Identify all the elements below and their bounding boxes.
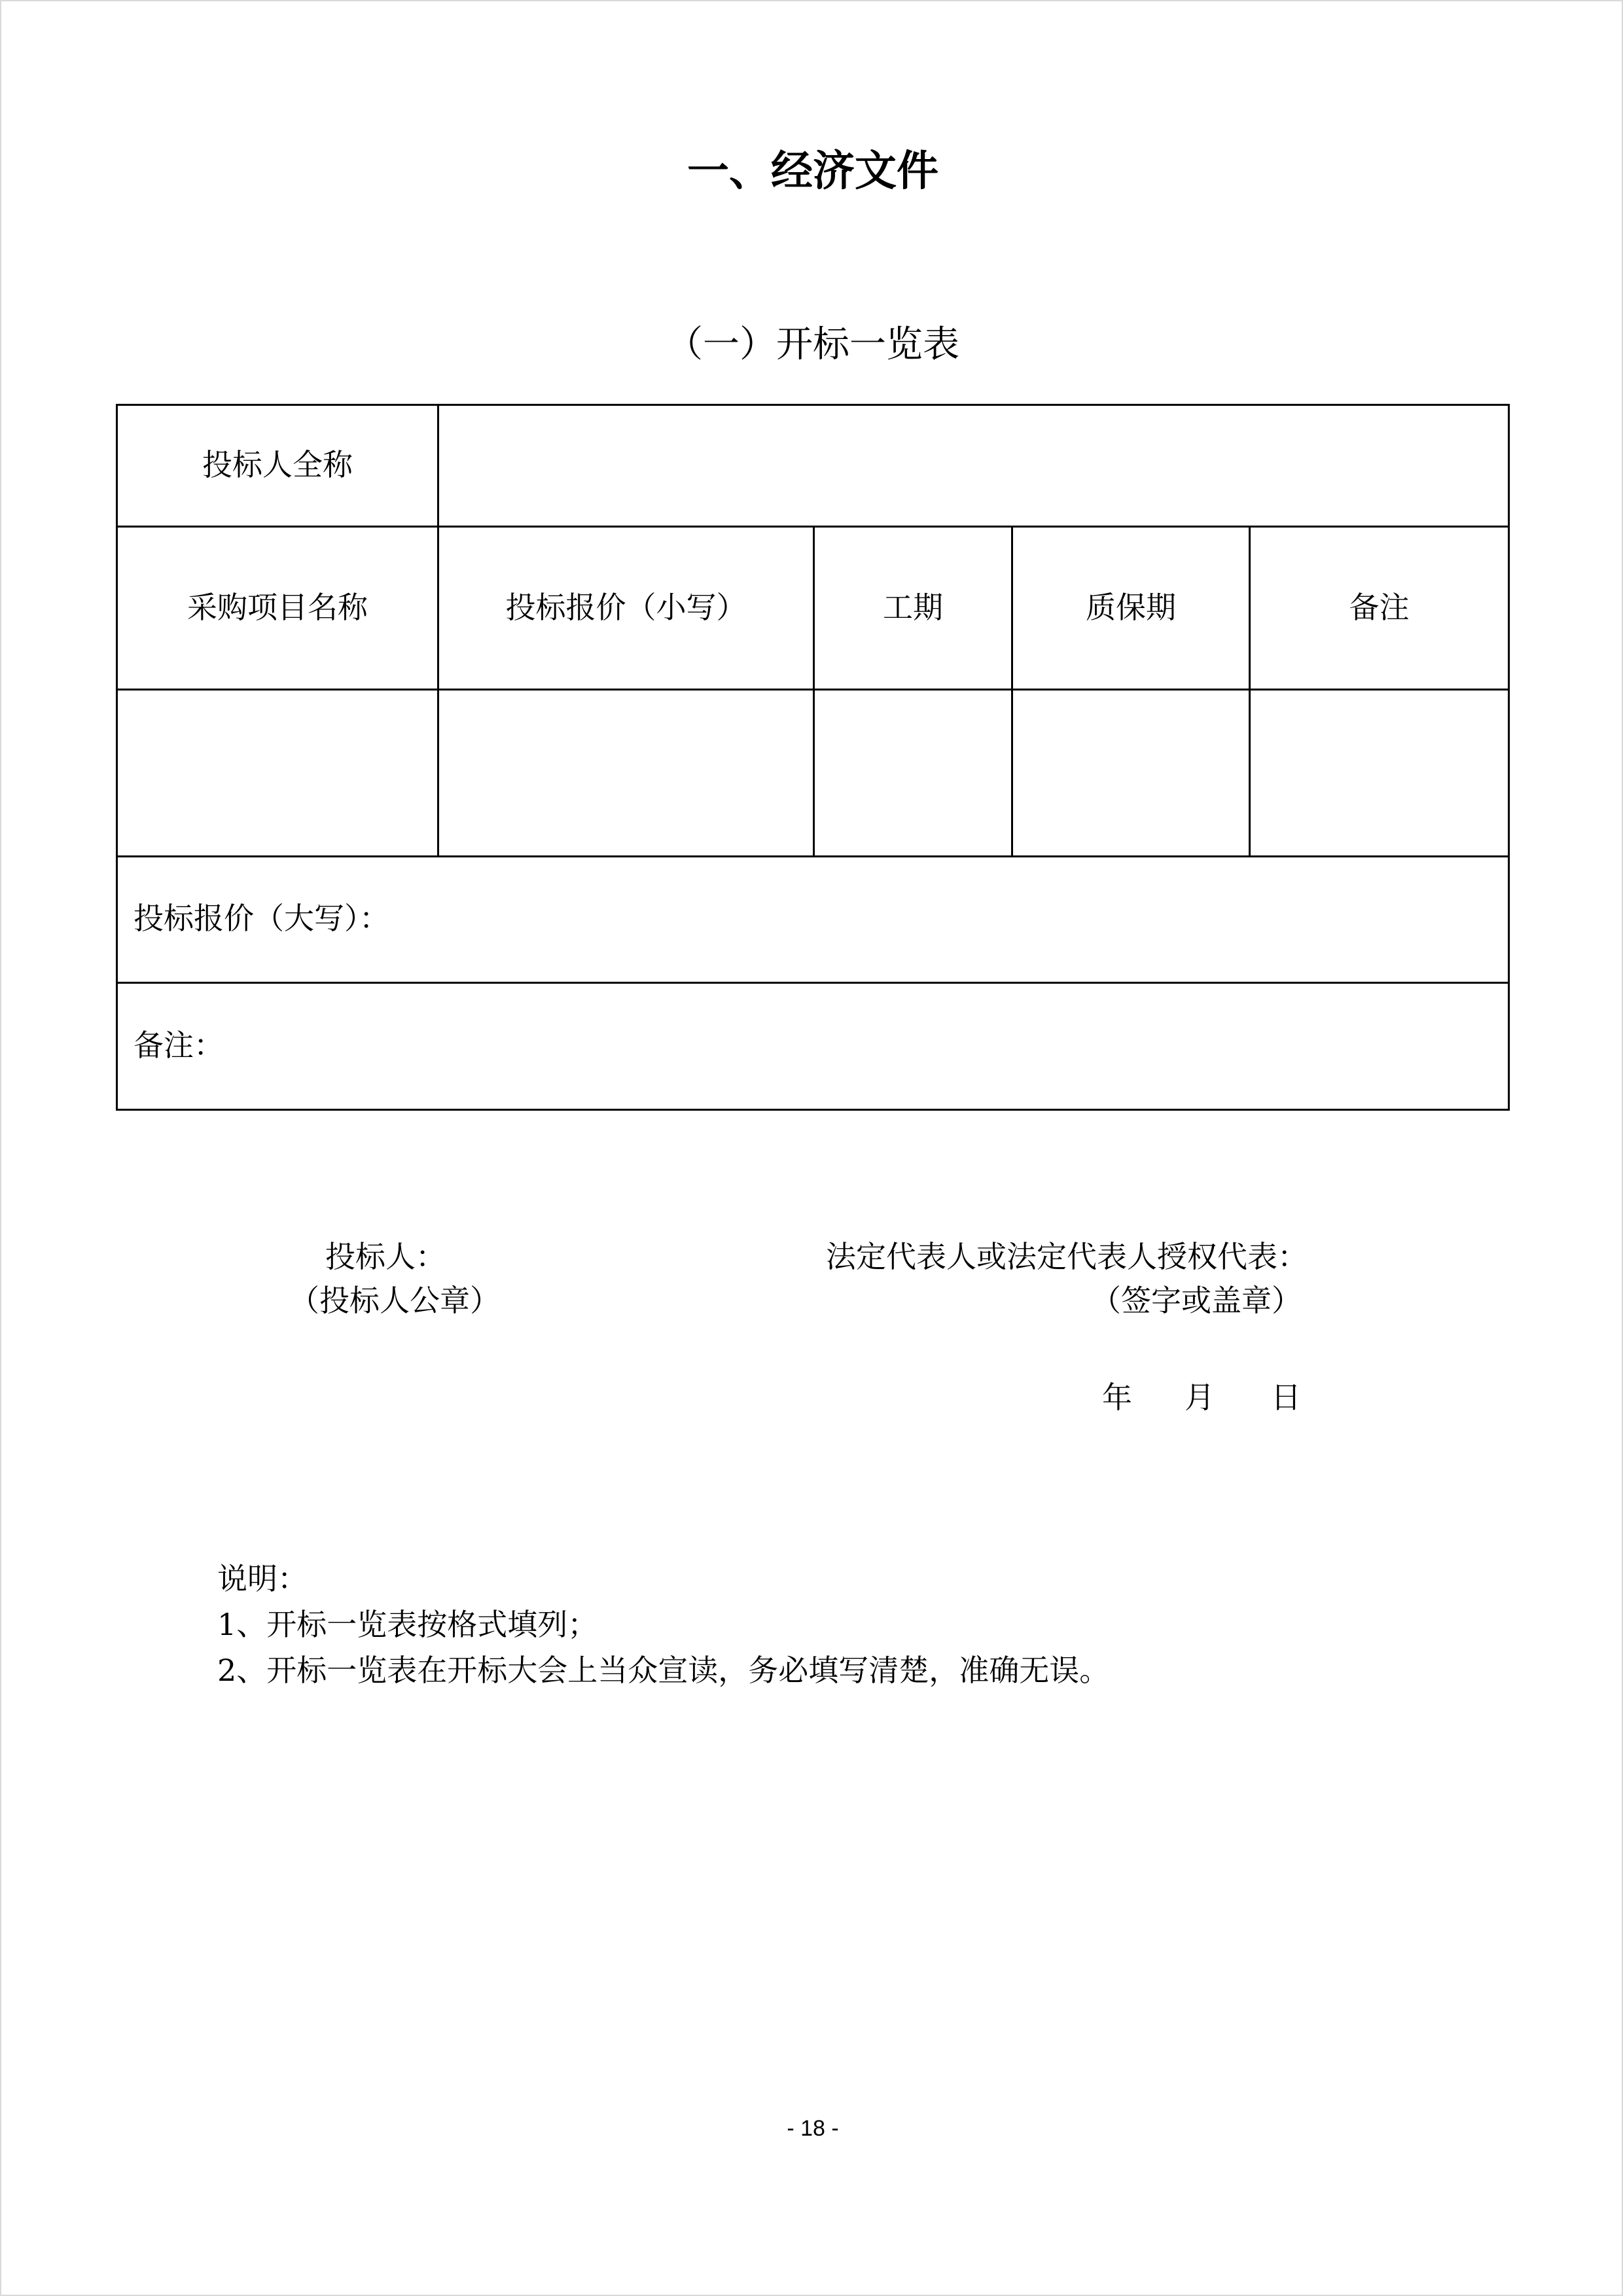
legal-representative-sign-note: （签字或盖章）: [1091, 1283, 1302, 1318]
bidder-label: 投标人：: [325, 1239, 446, 1274]
table-column-divider: [1011, 526, 1013, 857]
date-day: 日: [1271, 1380, 1301, 1415]
header-duration: 工期: [883, 590, 943, 625]
instruction-item: 1、开标一览表按格式填列；: [217, 1607, 598, 1642]
cell-duration[interactable]: [815, 753, 1011, 792]
table-column-divider: [1249, 526, 1251, 857]
header-bid-price-numeric: 投标报价（小写）: [505, 590, 747, 625]
bid-price-in-words-label: 投标报价（大写）：: [134, 901, 389, 936]
remarks-label: 备注：: [134, 1028, 224, 1063]
instruction-item: 2、开标一览表在开标大会上当众宣读，务必填写清楚，准确无误。: [217, 1653, 1110, 1688]
bidder-seal-note: （投标人公章）: [289, 1283, 500, 1318]
document-title: 一、经济文件: [687, 147, 938, 196]
document-subtitle: （一）开标一览表: [666, 323, 959, 366]
header-warranty-period: 质保期: [1086, 590, 1176, 625]
bidder-full-name-label: 投标人全称: [202, 447, 353, 482]
header-project-name: 采购项目名称: [187, 590, 368, 625]
date-month: 月: [1185, 1380, 1215, 1415]
table-column-divider: [813, 526, 815, 857]
cell-project-name[interactable]: [118, 753, 437, 792]
cell-bid-price-numeric[interactable]: [439, 753, 813, 792]
instructions-heading: 说明：: [217, 1561, 308, 1596]
bid-opening-table: [116, 404, 1510, 1111]
date-year: 年: [1102, 1380, 1132, 1415]
instructions: [217, 1556, 1109, 1693]
table-row-divider: [118, 982, 1508, 984]
cell-warranty-period[interactable]: [1013, 753, 1249, 792]
page-number: - 18 -: [787, 2116, 839, 2141]
cell-remarks[interactable]: [1251, 753, 1508, 792]
legal-representative-label: 法定代表人或法定代表人授权代表：: [826, 1239, 1308, 1274]
bidder-full-name-value[interactable]: [439, 445, 1506, 484]
header-remarks: 备注: [1349, 590, 1410, 625]
